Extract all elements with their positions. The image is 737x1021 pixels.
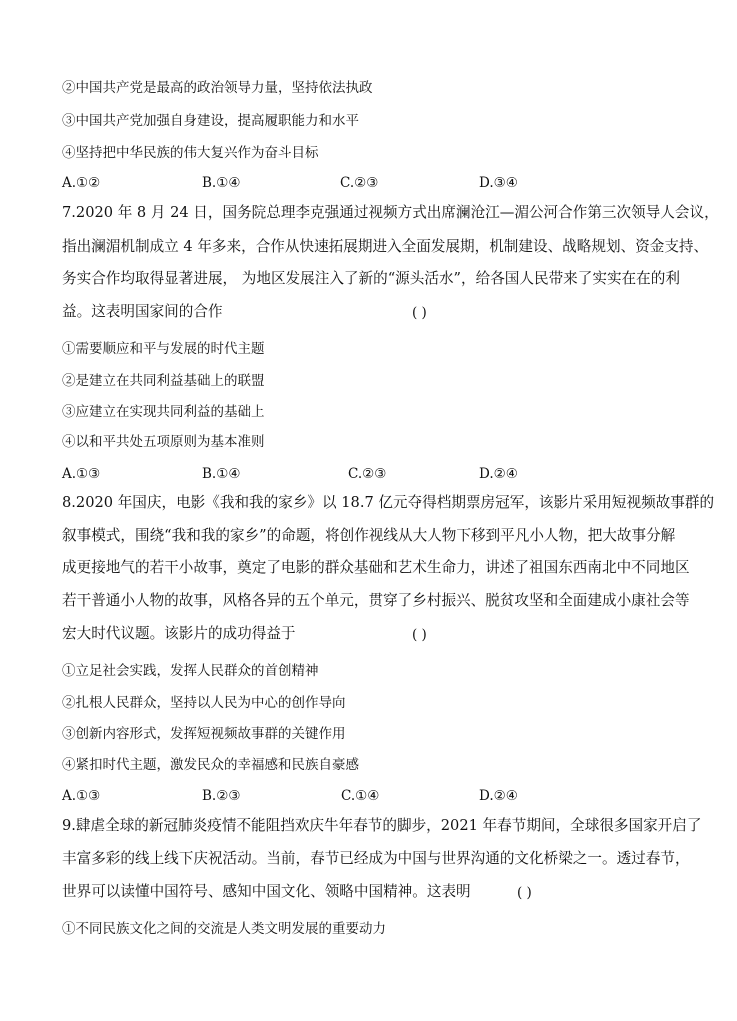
q8-option-d: D.②④ [479, 788, 518, 804]
q8-answer-paren: ( ) [412, 627, 427, 643]
q6-option-c: C.②③ [340, 175, 379, 191]
q8-option-c: C.①④ [341, 788, 380, 804]
q7-item-4: ④以和平共处五项原则为基本准则 [62, 434, 265, 450]
q8-item-4: ④紧扣时代主题，激发民众的幸福感和民族自豪感 [62, 757, 359, 773]
q7-stem-line-1: 7.2020 年 8 月 24 日，国务院总理李克强通过视频方式出席澜沧江—湄公河合作第三次领导人会议， [62, 204, 719, 221]
q6-item-3: ③中国共产党加强自身建设，提高履职能力和水平 [62, 113, 359, 129]
q8-stem-line-3: 成更接地气的若干小故事，奠定了电影的群众基础和艺术生命力，讲述了祖国东西南北中不同地区 [62, 559, 690, 576]
q9-stem-line-1: 9.肆虐全球的新冠肺炎疫情不能阻挡欢庆牛年春节的脚步，2021 年春节期间，全球很多国家开启了 [62, 817, 702, 834]
q8-stem-line-4: 若干普通小人物的故事，风格各异的五个单元，贯穿了乡村振兴、脱贫攻坚和全面建成小康社会等 [62, 592, 690, 609]
q8-option-b: B.②③ [202, 788, 241, 804]
q8-item-2: ②扎根人民群众，坚持以人民为中心的创作导向 [62, 695, 346, 711]
q8-item-3: ③创新内容形式，发挥短视频故事群的关键作用 [62, 726, 346, 742]
q7-answer-paren: ( ) [412, 305, 427, 321]
q7-option-a: A.①③ [62, 466, 101, 482]
q7-stem-line-3: 务实合作均取得显著进展， 为地区发展注入了新的“源头活水”，给各国人民带来了实实在在的利 [62, 270, 680, 287]
q6-item-2: ②中国共产党是最高的政治领导力量，坚持依法执政 [62, 80, 373, 96]
q7-item-3: ③应建立在实现共同利益的基础上 [62, 404, 265, 420]
q6-option-b: B.①④ [202, 175, 241, 191]
q8-stem-line-2: 叙事模式，围绕“我和我的家乡”的命题，将创作视线从大人物下移到平凡小人物，把大故事分解 [62, 527, 676, 544]
q7-option-c: C.②③ [348, 466, 387, 482]
q7-stem-line-2: 指出澜湄机制成立 4 年多来，合作从快速拓展期进入全面发展期，机制建设、战略规划、资金支持、 [62, 238, 709, 255]
q6-item-4: ④坚持把中华民族的伟大复兴作为奋斗目标 [62, 145, 319, 161]
q6-option-d: D.③④ [479, 175, 518, 191]
q7-stem-line-4: 益。这表明国家间的合作 [62, 303, 223, 320]
q9-answer-paren: ( ) [517, 885, 532, 901]
q8-item-1: ①立足社会实践，发挥人民群众的首创精神 [62, 663, 319, 679]
q6-option-a: A.①② [62, 175, 101, 191]
q9-stem-line-2: 丰富多彩的线上线下庆祝活动。当前，春节已经成为中国与世界沟通的文化桥梁之一。透过春节， [62, 850, 690, 867]
q7-item-2: ②是建立在共同利益基础上的联盟 [62, 373, 265, 389]
q7-option-d: D.②④ [479, 466, 518, 482]
q9-item-1: ①不同民族文化之间的交流是人类文明发展的重要动力 [62, 921, 386, 937]
q8-stem-line-1: 8.2020 年国庆，电影《我和我的家乡》以 18.7 亿元夺得档期票房冠军，该影片采用短视频故事群的 [62, 494, 715, 511]
q8-option-a: A.①③ [62, 788, 101, 804]
q7-option-b: B.①④ [202, 466, 241, 482]
q9-stem-line-3: 世界可以读懂中国符号、感知中国文化、领略中国精神。这表明 [62, 883, 471, 900]
q7-item-1: ①需要顺应和平与发展的时代主题 [62, 341, 265, 357]
q8-stem-line-5: 宏大时代议题。该影片的成功得益于 [62, 625, 296, 642]
